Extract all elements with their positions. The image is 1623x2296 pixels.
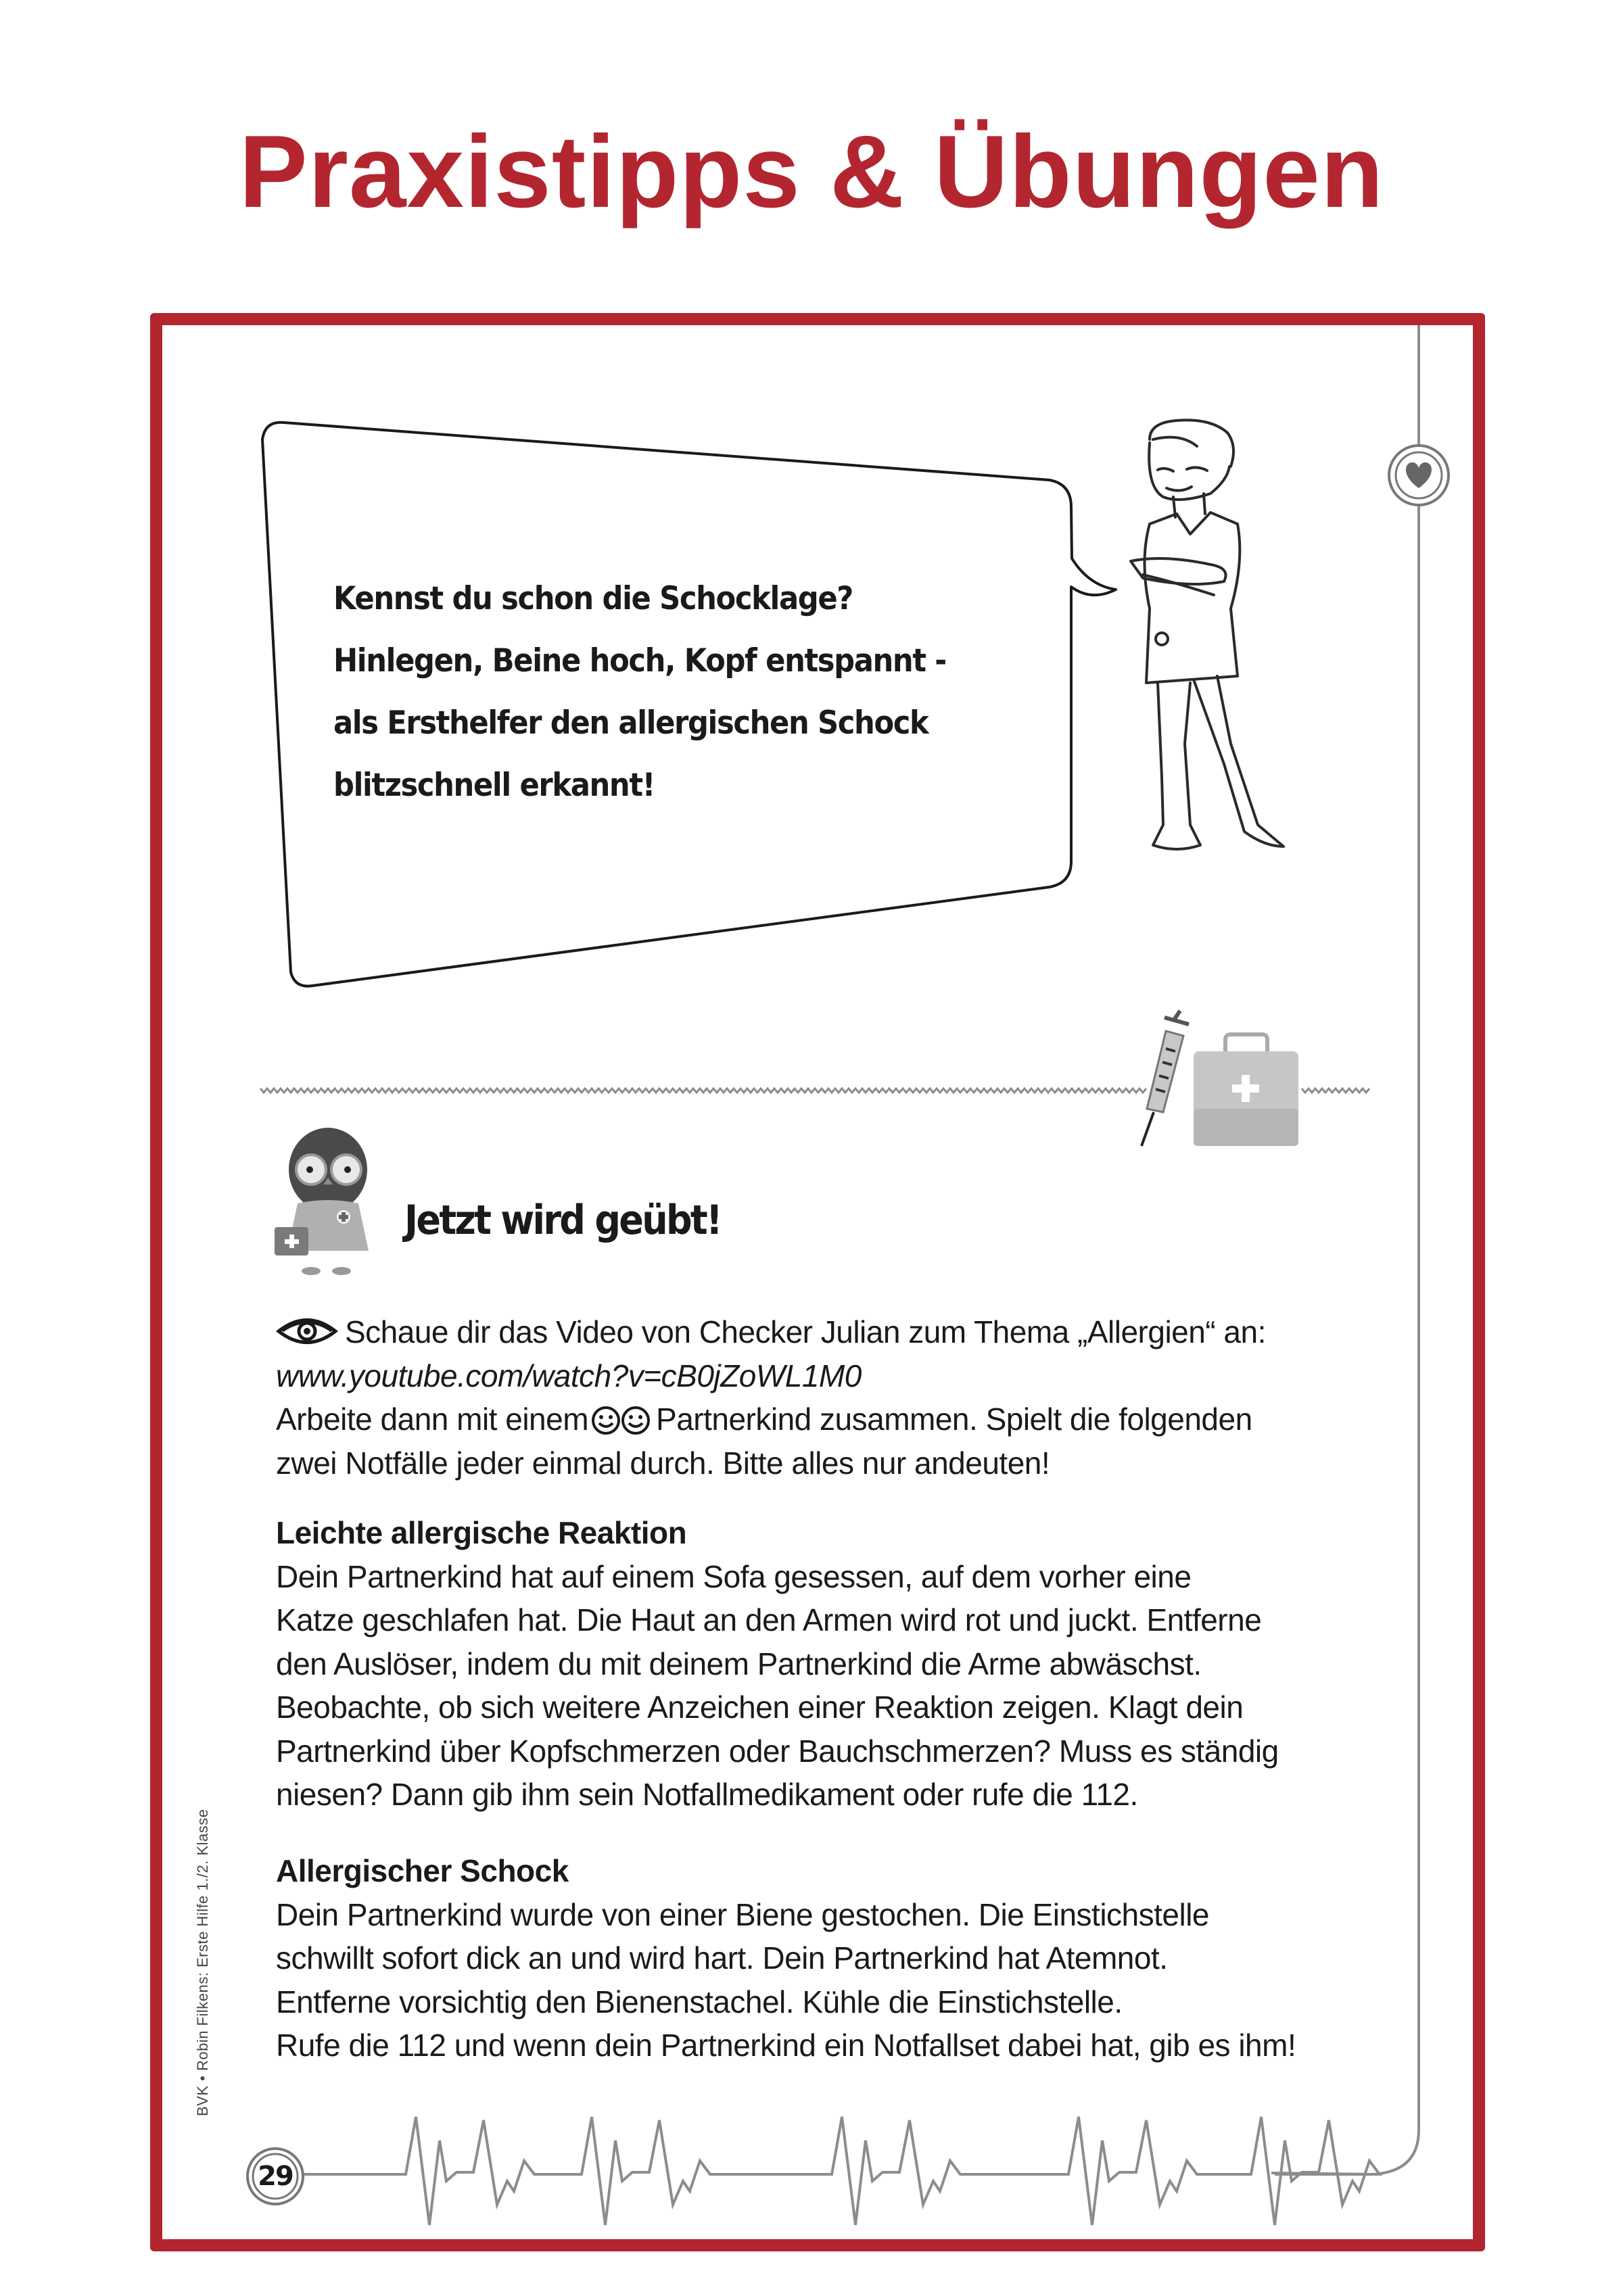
bubble-line: als Ersthelfer den allergischen Schock <box>333 704 928 742</box>
heartbeat-line <box>303 2117 1380 2225</box>
section-line: schwillt sofort dick an und wird hart. Dein Partnerkind hat Atemnot. <box>276 1940 1168 1976</box>
first-aid-kit-icon <box>1194 1034 1298 1146</box>
section-line: Beobachte, ob sich weitere Anzeichen einer Reaktion zeigen. Klagt dein <box>276 1690 1244 1725</box>
nurse-illustration <box>1131 420 1284 849</box>
exercise-heading: Jetzt wird geübt! <box>404 1197 721 1244</box>
exercise-intro <box>276 1310 1385 1485</box>
bubble-line: blitzschnell erkannt! <box>333 767 655 804</box>
bubble-line: Hinlegen, Beine hoch, Kopf entspannt - <box>333 642 946 679</box>
smiley-pair-icon <box>591 1397 651 1441</box>
section-line: Partnerkind über Kopfschmerzen oder Bauchschmerzen? Muss es ständig <box>276 1733 1279 1769</box>
intro-text: Partnerkind zusammen. Spielt die folgenden <box>656 1402 1252 1437</box>
intro-line: zwei Notfälle jeder einmal durch. Bitte alles nur andeuten! <box>276 1445 1050 1481</box>
section-heading: Allergischer Schock <box>276 1853 569 1888</box>
intro-text: Schaue dir das Video von Checker Julian zum Thema „Allergien“ an: <box>345 1314 1266 1349</box>
intro-line <box>276 1397 1385 1441</box>
section-line: Rufe die 112 und wenn dein Partnerkind ein Notfallset dabei hat, gib es ihm! <box>276 2028 1296 2063</box>
section-line: Entferne vorsichtig den Bienenstachel. Kühle die Einstichstelle. <box>276 1984 1123 2019</box>
section-allergic-shock <box>276 1849 1385 2067</box>
page-number: 29 <box>258 2161 293 2192</box>
penguin-mascot <box>275 1128 369 1275</box>
bubble-line: Kennst du schon die Schocklage? <box>333 580 853 617</box>
section-line: den Auslöser, indem du mit deinem Partnerkind die Arme abwäschst. <box>276 1646 1202 1681</box>
eye-icon <box>276 1316 338 1347</box>
intro-text: Arbeite dann mit einem <box>276 1402 589 1437</box>
section-line: Dein Partnerkind hat auf einem Sofa gesessen, auf dem vorher eine <box>276 1558 1192 1594</box>
publisher-credit: BVK • Robin Filkens: Erste Hilfe 1./2. Klasse <box>194 1809 211 2116</box>
section-heading: Leichte allergische Reaktion <box>276 1515 687 1550</box>
section-mild-reaction <box>276 1511 1385 1817</box>
video-link[interactable]: www.youtube.com/watch?v=cB0jZoWL1M0 <box>276 1358 862 1393</box>
page-title: Praxistipps & Übungen <box>239 114 1384 229</box>
speech-bubble-text <box>333 568 956 817</box>
intro-line <box>276 1310 1385 1354</box>
syringe-icon <box>1142 1011 1189 1146</box>
section-line: Dein Partnerkind wurde von einer Biene gestochen. Die Einstichstelle <box>276 1896 1210 1932</box>
section-line: Katze geschlafen hat. Die Haut an den Armen wird rot und juckt. Entferne <box>276 1602 1262 1637</box>
section-line: niesen? Dann gib ihm sein Notfallmedikament oder rufe die 112. <box>276 1777 1138 1812</box>
heart-icon <box>1389 446 1449 505</box>
